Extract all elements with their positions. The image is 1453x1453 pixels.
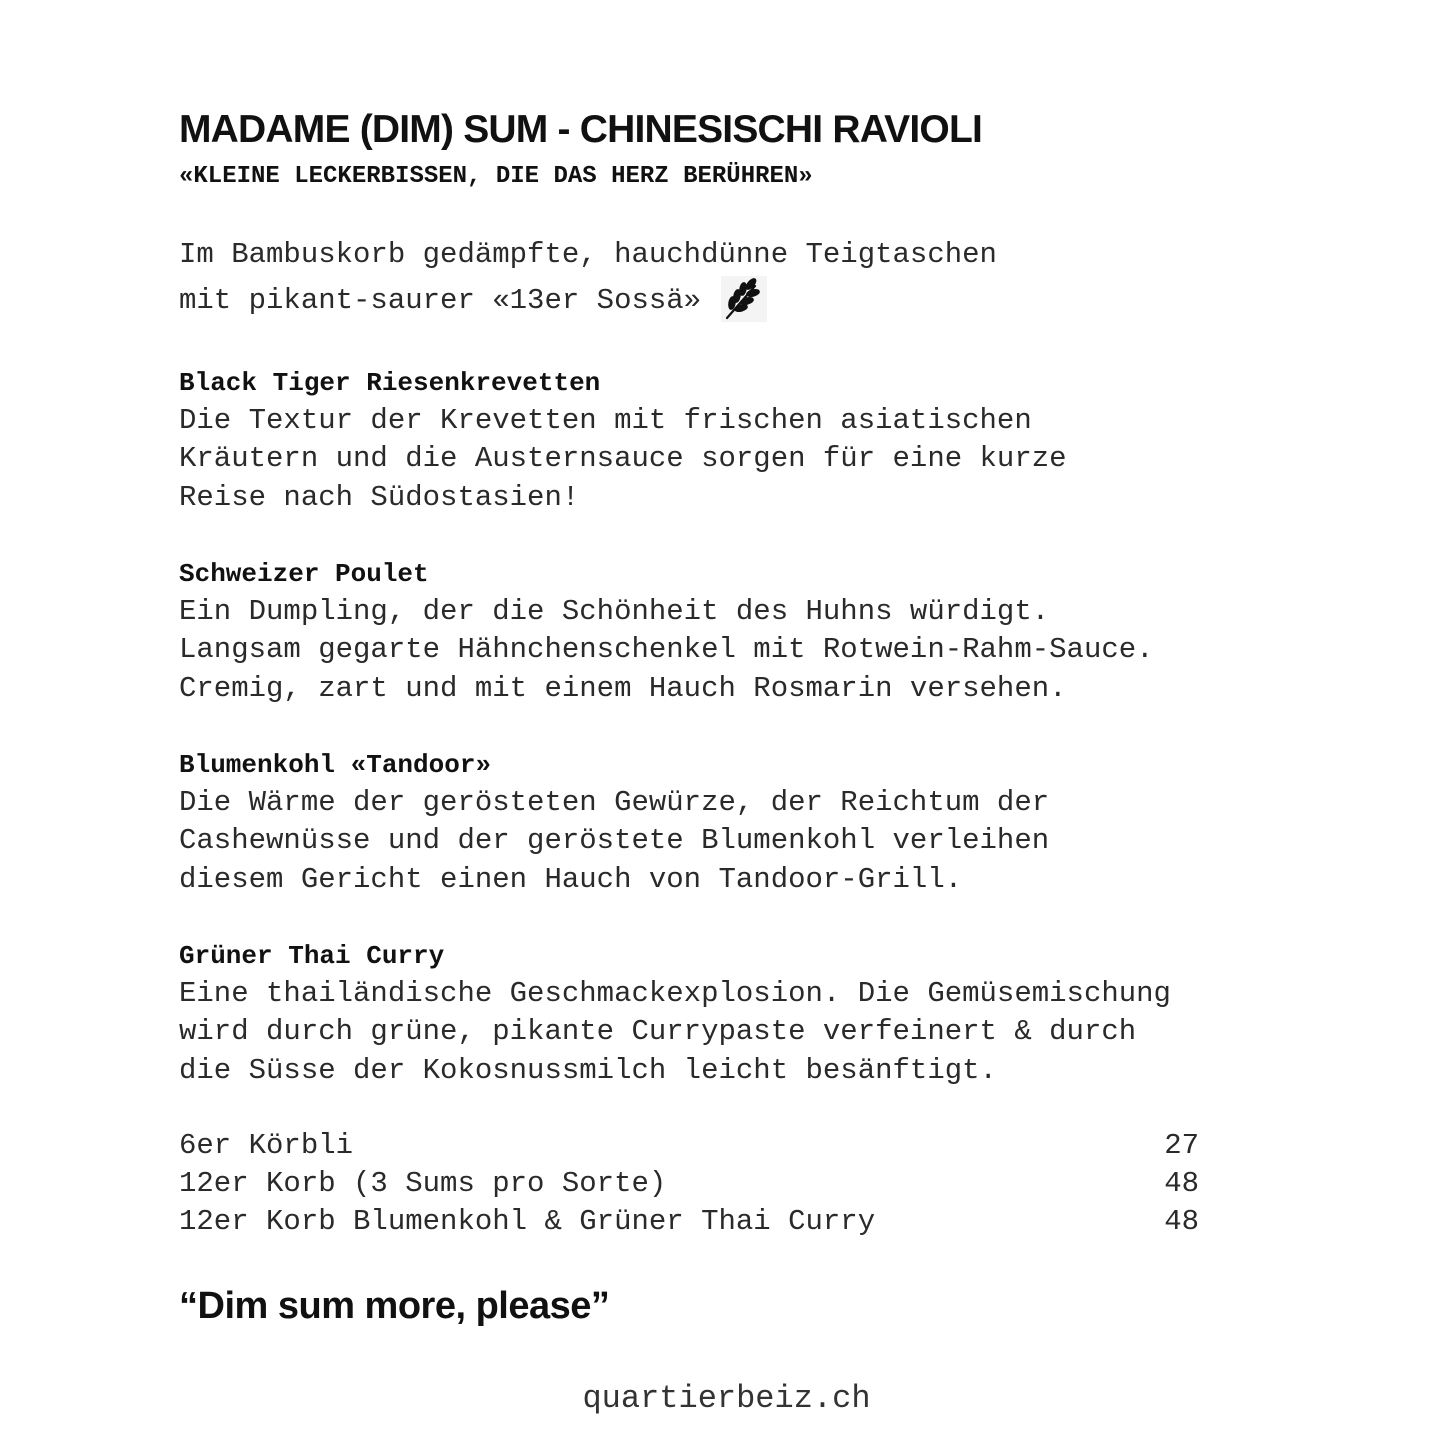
tagline-quote: “Dim sum more, please”	[179, 1285, 610, 1327]
dish-description-line: Reise nach Südostasien!	[179, 480, 580, 514]
price-label: 6er Körbli	[179, 1129, 354, 1162]
dish-description-line: Die Textur der Krevetten mit frischen asiatischen	[179, 404, 1032, 438]
intro-line-2: mit pikant-saurer «13er Sossä»	[179, 284, 702, 318]
dish-title: Blumenkohl «Tandoor»	[179, 750, 492, 780]
wheat-icon	[721, 276, 767, 322]
dish-title: Black Tiger Riesenkrevetten	[179, 368, 601, 398]
dish-title: Schweizer Poulet	[179, 559, 429, 589]
price-label: 12er Korb Blumenkohl & Grüner Thai Curry	[179, 1205, 876, 1239]
dish-description-line: die Süsse der Kokosnussmilch leicht besänftigt.	[179, 1053, 997, 1087]
dish-schweizer-poulet	[179, 555, 1154, 708]
page-title: MADAME (DIM) SUM - CHINESISCHI RAVIOLI	[179, 108, 983, 151]
dish-description-line: Langsam gegarte Hähnchenschenkel mit Rotwein-Rahm-Sauce.	[179, 633, 1154, 667]
intro-line-1: Im Bambuskorb gedämpfte, hauchdünne Teigtaschen	[179, 238, 997, 271]
dish-description-line: Die Wärme der gerösteten Gewürze, der Reichtum der	[179, 786, 1050, 820]
dish-description-line: Eine thailändische Geschmackexplosion. Die Gemüsemischung	[179, 977, 1171, 1011]
dish-description-line: Ein Dumpling, der die Schönheit des Huhns würdigt.	[179, 595, 1050, 629]
price-value: 27	[1164, 1129, 1199, 1162]
page-subtitle: «KLEINE LECKERBISSEN, DIE DAS HERZ BERÜHREN»	[179, 163, 813, 190]
dish-black-tiger	[179, 364, 1067, 517]
price-list	[179, 1127, 1199, 1242]
intro-text	[179, 236, 997, 322]
dish-blumenkohl	[179, 746, 1049, 899]
dish-description-line: wird durch grüne, pikante Currypaste verfeinert & durch	[179, 1015, 1137, 1049]
intro-line-2-row	[179, 280, 997, 322]
price-value: 48	[1164, 1205, 1199, 1239]
footer-website: quartierbeiz.ch	[582, 1380, 871, 1417]
dish-title: Grüner Thai Curry	[179, 941, 445, 971]
dish-gruener-thai-curry	[179, 937, 1171, 1090]
dish-description-line: diesem Gericht einen Hauch von Tandoor-Grill.	[179, 862, 963, 896]
price-row	[179, 1165, 1199, 1203]
price-row	[179, 1127, 1199, 1165]
dish-description-line: Cremig, zart und mit einem Hauch Rosmarin versehen.	[179, 671, 1067, 705]
price-row	[179, 1203, 1199, 1241]
dish-description-line: Kräutern und die Austernsauce sorgen für eine kurze	[179, 442, 1067, 476]
price-value: 48	[1164, 1167, 1199, 1201]
price-label: 12er Korb (3 Sums pro Sorte)	[179, 1167, 667, 1201]
dish-description-line: Cashewnüsse und der geröstete Blumenkohl verleihen	[179, 824, 1050, 858]
